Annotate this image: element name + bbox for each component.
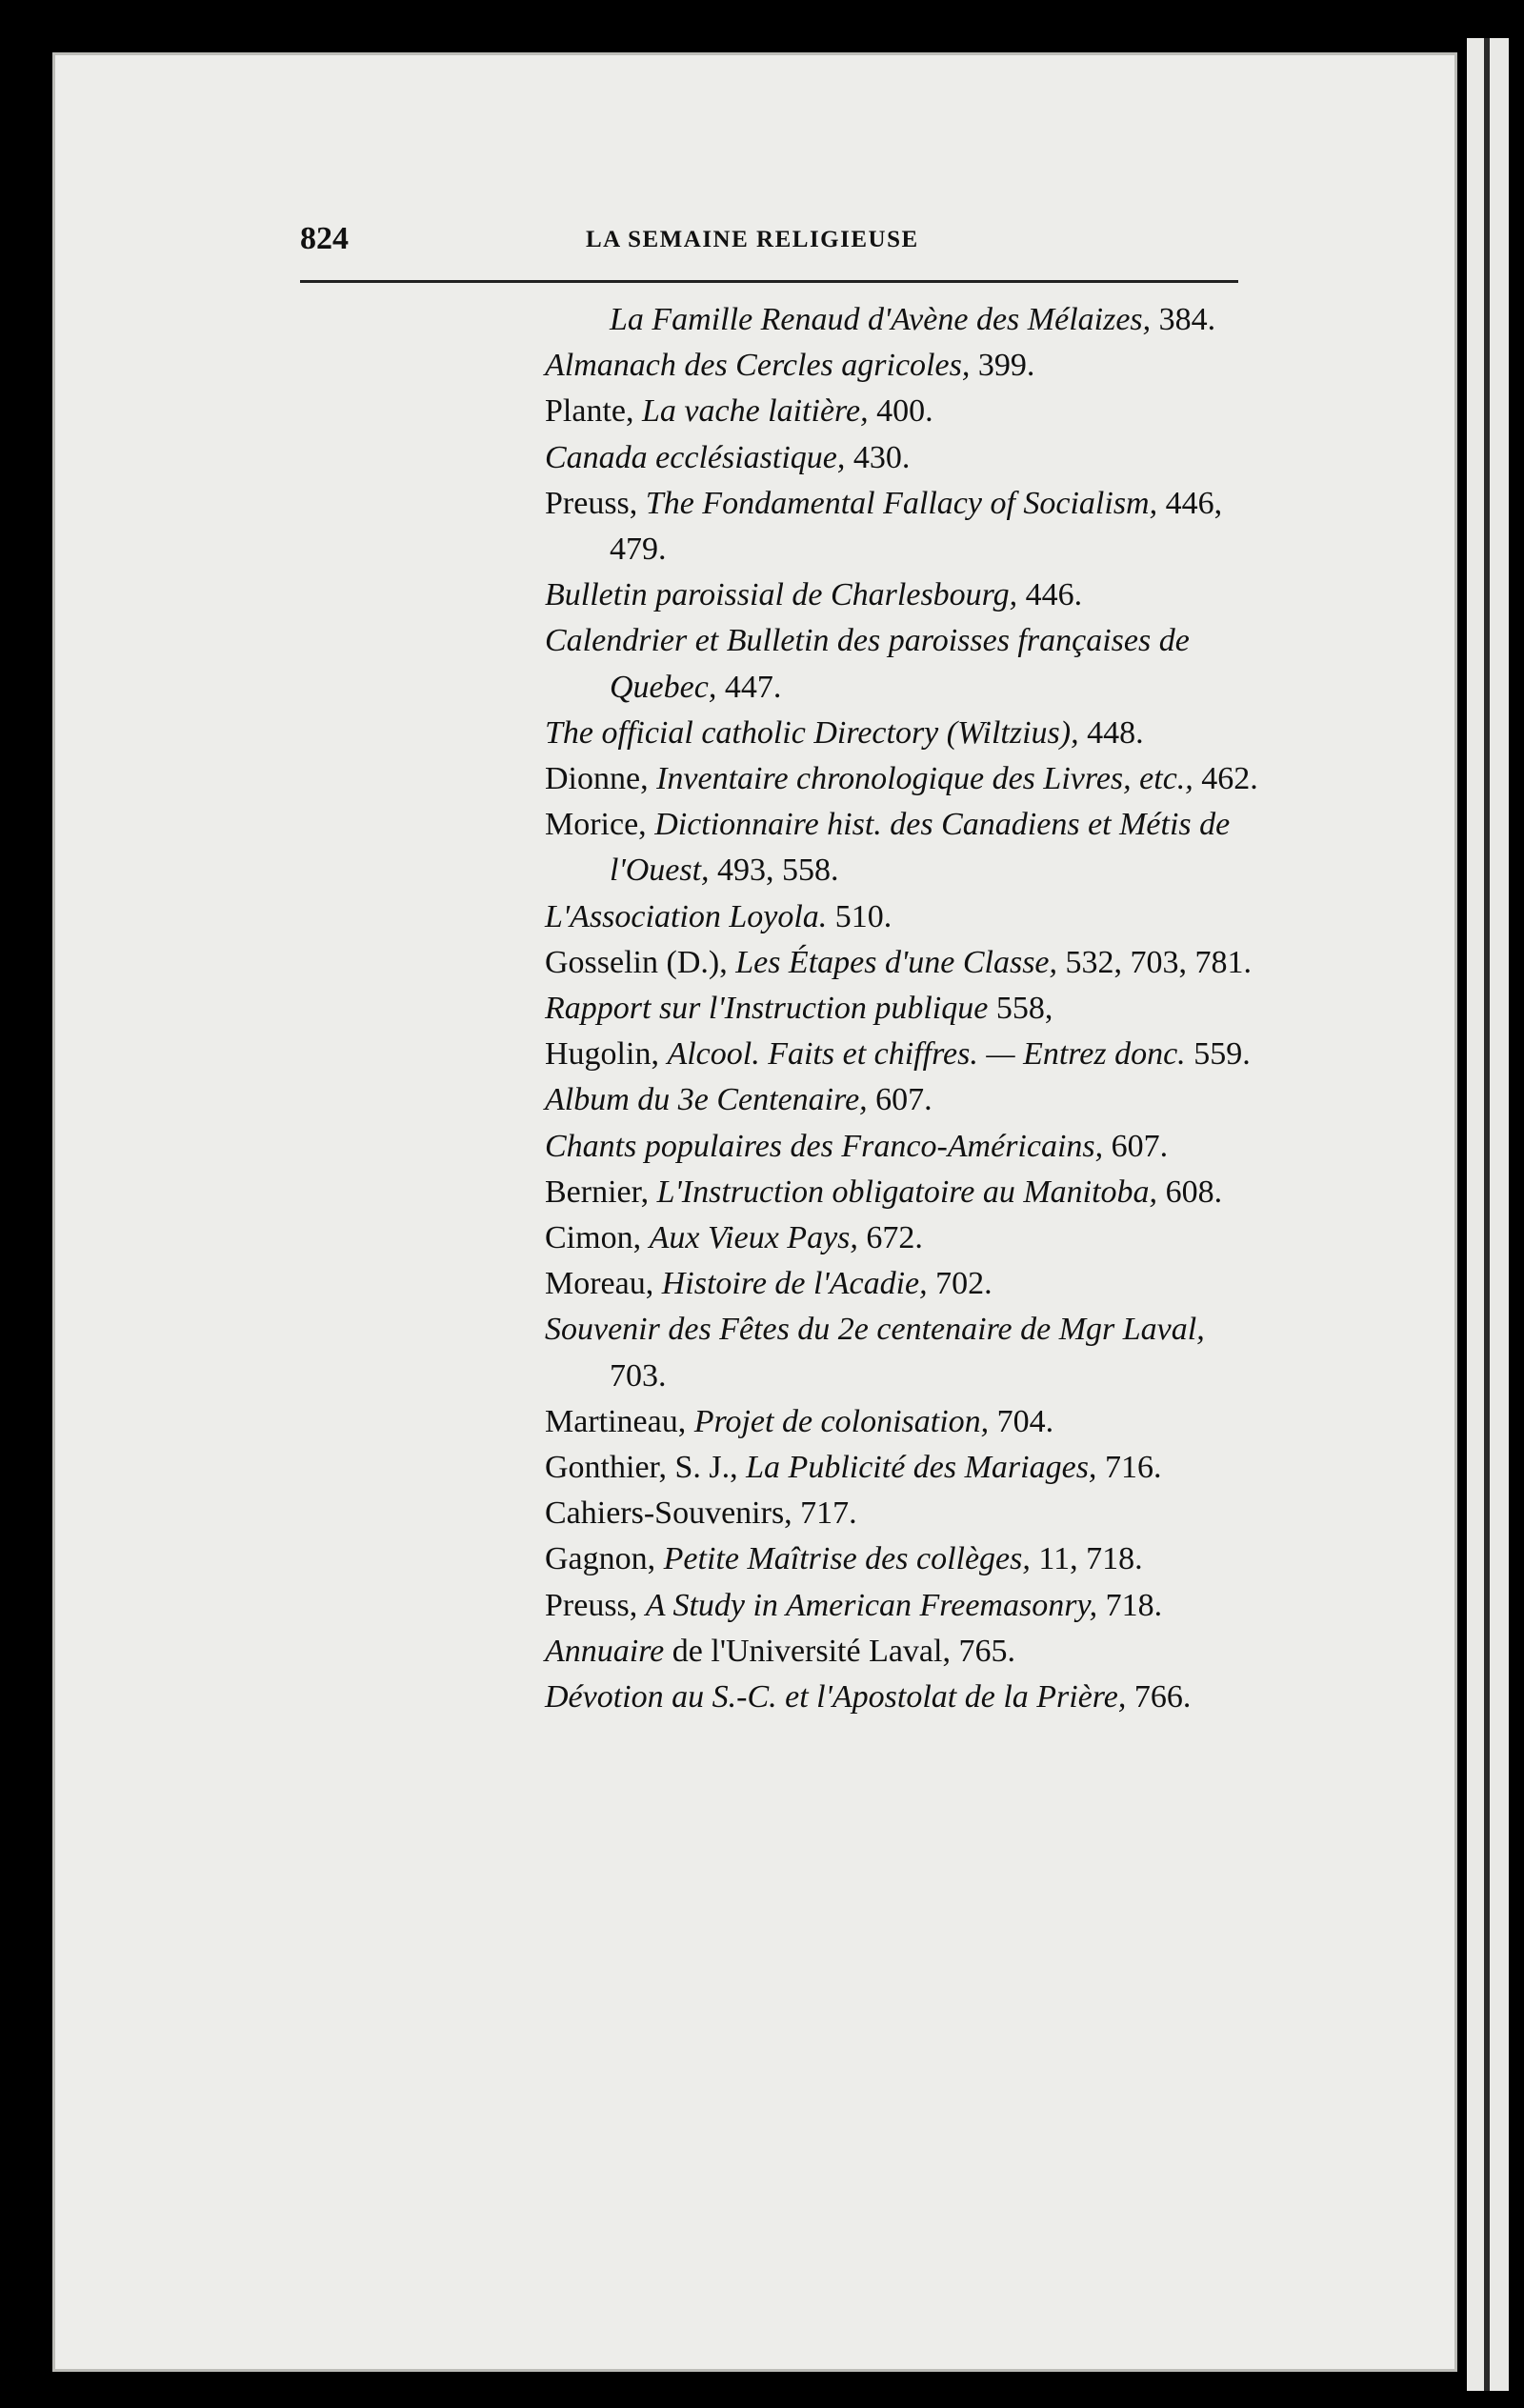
- list-item: [545, 1215, 1259, 1261]
- entry-title: Inventaire chronologique des Livres, etc.,: [656, 761, 1193, 797]
- entry-pages: 607.: [867, 1082, 932, 1118]
- list-item: [545, 894, 1259, 940]
- entry-author: Gonthier, S. J.,: [545, 1450, 747, 1486]
- entry-title: Rapport sur l'Instruction publique: [545, 991, 989, 1027]
- entry-pages: 447.: [716, 669, 782, 705]
- list-item: [545, 756, 1259, 802]
- entry-title: Petite Maîtrise des collèges,: [663, 1541, 1031, 1577]
- entry-author: Preuss,: [545, 485, 646, 521]
- entry-title: La Famille Renaud d'Avène des Mélaizes,: [610, 302, 1152, 337]
- entry-author: Morice,: [545, 807, 655, 843]
- entry-author: Gagnon,: [545, 1541, 664, 1577]
- entry-pages: 462.: [1193, 761, 1258, 797]
- entry-pages: 430.: [845, 439, 911, 475]
- list-item: [545, 1307, 1259, 1398]
- entry-pages: 11, 718.: [1030, 1541, 1143, 1577]
- entry-title: Canada ecclésiastique,: [545, 439, 846, 475]
- list-item: [545, 1124, 1259, 1170]
- entry-pages: 400.: [868, 393, 933, 430]
- entry-pages: 558,: [988, 991, 1053, 1027]
- list-item: [545, 435, 1259, 481]
- entry-pages: de l'Université Laval, 765.: [664, 1633, 1015, 1669]
- entry-title: The Fondamental Fallacy of Socialism,: [645, 485, 1158, 521]
- entry-pages: 704.: [989, 1403, 1054, 1439]
- list-item: [545, 1491, 1259, 1536]
- entry-author: Moreau,: [545, 1266, 662, 1302]
- list-item: [545, 986, 1259, 1032]
- entry-title: Les Étapes d'une Classe,: [735, 944, 1058, 980]
- entry-pages: 672.: [857, 1220, 923, 1256]
- list-item: [545, 1261, 1259, 1307]
- entry-title: Dictionnaire hist. des Canadiens et Métis de l'Ouest,: [610, 807, 1231, 889]
- entry-title: Chants populaires des Franco-Américains,: [545, 1128, 1104, 1164]
- entry-pages: 384.: [1151, 302, 1216, 337]
- list-item: [545, 1399, 1259, 1445]
- list-item: [545, 297, 1259, 343]
- entry-title: A Study in American Freemasonry,: [645, 1587, 1098, 1623]
- entry-title: L'Association Loyola.: [545, 898, 828, 934]
- bibliography-list: [545, 297, 1259, 1720]
- list-item: [545, 343, 1259, 389]
- entry-pages: 446, 479.: [610, 485, 1223, 568]
- list-item: [545, 572, 1259, 618]
- list-item: [545, 1629, 1259, 1675]
- entry-pages: 703.: [610, 1357, 667, 1394]
- entry-pages: 607.: [1103, 1128, 1169, 1164]
- page-header: [300, 221, 1243, 278]
- entry-title: Alcool. Faits et chiffres. — Entrez donc.: [667, 1036, 1186, 1073]
- list-item: [545, 1077, 1259, 1123]
- list-item: [545, 802, 1259, 893]
- entry-pages: 716.: [1096, 1450, 1162, 1486]
- list-item: [545, 1032, 1259, 1077]
- entry-author: Gosselin (D.),: [545, 944, 736, 980]
- list-item: [545, 1445, 1259, 1491]
- entry-title: Dévotion au S.-C. et l'Apostolat de la Prière,: [545, 1679, 1127, 1716]
- list-item: [545, 940, 1259, 986]
- entry-author: Cimon,: [545, 1220, 650, 1256]
- list-item: [545, 1675, 1259, 1720]
- entry-title: Projet de colonisation,: [693, 1403, 990, 1439]
- list-item: [545, 1583, 1259, 1629]
- entry-title: L'Instruction obligatoire au Manitoba,: [656, 1174, 1158, 1210]
- entry-pages: 448.: [1078, 714, 1144, 751]
- list-item: [545, 481, 1259, 572]
- entry-author: Cahiers-Souvenirs, 717.: [545, 1495, 857, 1532]
- entry-title: Aux Vieux Pays,: [649, 1220, 858, 1256]
- entry-pages: 446.: [1017, 577, 1083, 613]
- entry-author: Bernier,: [545, 1174, 657, 1210]
- entry-title: The official catholic Directory (Wiltzius),: [545, 714, 1079, 751]
- list-item: [545, 389, 1259, 434]
- entry-pages: 399.: [970, 348, 1035, 384]
- entry-pages: 493, 558.: [709, 853, 839, 889]
- list-item: [545, 1170, 1259, 1215]
- entry-pages: 532, 703, 781.: [1057, 944, 1253, 980]
- running-head: LA SEMAINE RELIGIEUSE: [586, 227, 919, 252]
- entry-pages: 702.: [927, 1266, 993, 1302]
- header-rule: [300, 280, 1238, 283]
- entry-author: Preuss,: [545, 1587, 646, 1623]
- entry-pages: 718.: [1097, 1587, 1163, 1623]
- list-item: [545, 1536, 1259, 1582]
- entry-author: Dionne,: [545, 761, 657, 797]
- list-item: [545, 618, 1259, 710]
- entry-title: Histoire de l'Acadie,: [661, 1266, 928, 1302]
- entry-title: La Publicité des Mariages,: [746, 1450, 1097, 1486]
- entry-pages: 510.: [827, 898, 892, 934]
- entry-title: Bulletin paroissial de Charlesbourg,: [545, 577, 1018, 613]
- entry-title: Annuaire: [545, 1633, 665, 1669]
- entry-title: Almanach des Cercles agricoles,: [545, 348, 971, 384]
- entry-title: Album du 3e Centenaire,: [545, 1082, 868, 1118]
- page-number: 824: [300, 221, 349, 256]
- entry-author: Hugolin,: [545, 1036, 668, 1073]
- entry-title: La vache laitière,: [641, 393, 869, 430]
- page-gutter-shadow: [1484, 38, 1490, 2391]
- entry-pages: 559.: [1185, 1036, 1251, 1073]
- entry-pages: 766.: [1126, 1679, 1192, 1716]
- list-item: [545, 711, 1259, 756]
- entry-author: Plante,: [545, 393, 642, 430]
- entry-pages: 608.: [1157, 1174, 1223, 1210]
- entry-title: Souvenir des Fêtes du 2e centenaire de Mgr Laval,: [545, 1312, 1205, 1348]
- entry-title: Calendrier et Bulletin des paroisses françaises de Quebec,: [545, 623, 1190, 705]
- entry-author: Martineau,: [545, 1403, 694, 1439]
